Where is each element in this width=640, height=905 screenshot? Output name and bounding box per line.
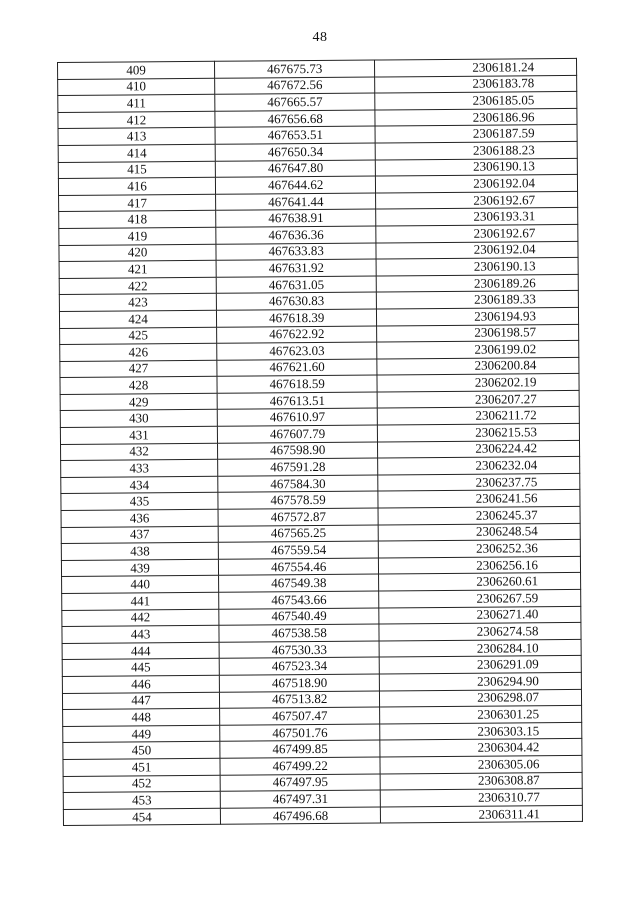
y-coordinate-cell: 2306241.56 [378, 490, 580, 508]
point-number-cell: 447 [62, 692, 219, 710]
point-number-cell: 413 [58, 128, 215, 146]
point-number-cell: 428 [60, 377, 217, 395]
point-number-cell: 441 [62, 592, 219, 610]
y-coordinate-cell: 2306194.93 [377, 307, 579, 325]
x-coordinate-cell: 467543.66 [219, 591, 379, 609]
point-number-cell: 416 [58, 177, 215, 195]
x-coordinate-cell: 467565.25 [218, 525, 378, 543]
y-coordinate-cell: 2306274.58 [379, 623, 581, 641]
point-number-cell: 417 [59, 194, 216, 212]
x-coordinate-cell: 467636.36 [216, 226, 376, 244]
x-coordinate-cell: 467641.44 [216, 193, 376, 211]
x-coordinate-cell: 467591.28 [218, 458, 378, 476]
y-coordinate-cell: 2306202.19 [377, 374, 579, 392]
x-coordinate-cell: 467554.46 [219, 558, 379, 576]
point-number-cell: 427 [60, 360, 217, 378]
point-number-cell: 423 [59, 294, 216, 312]
x-coordinate-cell: 467523.34 [219, 657, 379, 675]
point-number-cell: 419 [59, 227, 216, 245]
y-coordinate-cell: 2306237.75 [378, 473, 580, 491]
point-number-cell: 440 [62, 576, 219, 594]
point-number-cell: 451 [63, 758, 220, 776]
y-coordinate-cell: 2306190.13 [376, 158, 578, 176]
y-coordinate-cell: 2306267.59 [379, 589, 581, 607]
y-coordinate-cell: 2306256.16 [379, 556, 581, 574]
y-coordinate-cell: 2306308.87 [380, 772, 582, 790]
y-coordinate-cell: 2306215.53 [378, 423, 580, 441]
y-coordinate-cell: 2306181.24 [375, 58, 577, 76]
x-coordinate-cell: 467633.83 [216, 243, 376, 261]
table-row [63, 805, 582, 826]
point-number-cell: 421 [59, 260, 216, 278]
point-number-cell: 420 [59, 244, 216, 262]
coordinate-table-body [58, 58, 583, 825]
y-coordinate-cell: 2306185.05 [375, 92, 577, 110]
x-coordinate-cell: 467499.22 [220, 757, 380, 775]
y-coordinate-cell: 2306248.54 [378, 523, 580, 541]
y-coordinate-cell: 2306188.23 [375, 141, 577, 159]
coordinate-table [57, 58, 583, 826]
y-coordinate-cell: 2306294.90 [380, 672, 582, 690]
point-number-cell: 439 [61, 559, 218, 577]
x-coordinate-cell: 467621.60 [217, 359, 377, 377]
y-coordinate-cell: 2306291.09 [379, 656, 581, 674]
x-coordinate-cell: 467622.92 [217, 325, 377, 343]
x-coordinate-cell: 467538.58 [219, 624, 379, 642]
y-coordinate-cell: 2306192.67 [376, 224, 578, 242]
x-coordinate-cell: 467647.80 [215, 160, 375, 178]
point-number-cell: 431 [60, 426, 217, 444]
y-coordinate-cell: 2306190.13 [376, 258, 578, 276]
point-number-cell: 434 [61, 476, 218, 494]
x-coordinate-cell: 467656.68 [215, 110, 375, 128]
x-coordinate-cell: 467644.62 [216, 176, 376, 194]
point-number-cell: 448 [63, 708, 220, 726]
point-number-cell: 442 [62, 609, 219, 627]
y-coordinate-cell: 2306207.27 [377, 390, 579, 408]
y-coordinate-cell: 2306301.25 [380, 706, 582, 724]
x-coordinate-cell: 467665.57 [215, 93, 375, 111]
point-number-cell: 435 [61, 493, 218, 511]
point-number-cell: 426 [60, 343, 217, 361]
x-coordinate-cell: 467675.73 [215, 60, 375, 78]
x-coordinate-cell: 467653.51 [215, 126, 375, 144]
point-number-cell: 446 [62, 675, 219, 693]
x-coordinate-cell: 467672.56 [215, 77, 375, 95]
point-number-cell: 450 [63, 742, 220, 760]
y-coordinate-cell: 2306304.42 [380, 739, 582, 757]
point-number-cell: 410 [58, 78, 215, 96]
point-number-cell: 453 [63, 791, 220, 809]
y-coordinate-cell: 2306310.77 [380, 789, 582, 807]
x-coordinate-cell: 467497.31 [220, 790, 380, 808]
x-coordinate-cell: 467613.51 [217, 392, 377, 410]
y-coordinate-cell: 2306199.02 [377, 341, 579, 359]
point-number-cell: 430 [60, 410, 217, 428]
y-coordinate-cell: 2306183.78 [375, 75, 577, 93]
point-number-cell: 436 [61, 509, 218, 527]
y-coordinate-cell: 2306311.41 [381, 805, 583, 823]
x-coordinate-cell: 467650.34 [215, 143, 375, 161]
point-number-cell: 437 [61, 526, 218, 544]
y-coordinate-cell: 2306193.31 [376, 208, 578, 226]
y-coordinate-cell: 2306189.33 [377, 291, 579, 309]
point-number-cell: 432 [61, 443, 218, 461]
point-number-cell: 414 [58, 144, 215, 162]
x-coordinate-cell: 467618.39 [217, 309, 377, 327]
point-number-cell: 438 [61, 542, 218, 560]
y-coordinate-cell: 2306192.04 [376, 241, 578, 259]
y-coordinate-cell: 2306245.37 [378, 506, 580, 524]
y-coordinate-cell: 2306211.72 [377, 407, 579, 425]
point-number-cell: 415 [58, 161, 215, 179]
y-coordinate-cell: 2306189.26 [376, 274, 578, 292]
x-coordinate-cell: 467559.54 [218, 541, 378, 559]
x-coordinate-cell: 467518.90 [219, 674, 379, 692]
point-number-cell: 433 [61, 459, 218, 477]
y-coordinate-cell: 2306252.36 [379, 540, 581, 558]
x-coordinate-cell: 467507.47 [220, 707, 380, 725]
point-number-cell: 422 [59, 277, 216, 295]
point-number-cell: 429 [60, 393, 217, 411]
x-coordinate-cell: 467623.03 [217, 342, 377, 360]
x-coordinate-cell: 467499.85 [220, 740, 380, 758]
point-number-cell: 425 [60, 327, 217, 345]
point-number-cell: 409 [58, 61, 215, 79]
y-coordinate-cell: 2306200.84 [377, 357, 579, 375]
x-coordinate-cell: 467496.68 [221, 807, 381, 825]
point-number-cell: 445 [62, 659, 219, 677]
x-coordinate-cell: 467618.59 [217, 375, 377, 393]
x-coordinate-cell: 467607.79 [218, 425, 378, 443]
x-coordinate-cell: 467638.91 [216, 209, 376, 227]
x-coordinate-cell: 467540.49 [219, 608, 379, 626]
point-number-cell: 452 [63, 775, 220, 793]
x-coordinate-cell: 467513.82 [220, 691, 380, 709]
y-coordinate-cell: 2306303.15 [380, 722, 582, 740]
y-coordinate-cell: 2306284.10 [379, 639, 581, 657]
point-number-cell: 412 [58, 111, 215, 129]
page-number: 48 [312, 30, 328, 45]
y-coordinate-cell: 2306232.04 [378, 457, 580, 475]
point-number-cell: 424 [59, 310, 216, 328]
y-coordinate-cell: 2306305.06 [380, 755, 582, 773]
x-coordinate-cell: 467630.83 [216, 292, 376, 310]
point-number-cell: 454 [63, 808, 220, 826]
y-coordinate-cell: 2306198.57 [377, 324, 579, 342]
point-number-cell: 444 [62, 642, 219, 660]
y-coordinate-cell: 2306192.04 [376, 175, 578, 193]
x-coordinate-cell: 467598.90 [218, 442, 378, 460]
y-coordinate-cell: 2306298.07 [380, 689, 582, 707]
y-coordinate-cell: 2306260.61 [379, 573, 581, 591]
x-coordinate-cell: 467501.76 [220, 724, 380, 742]
x-coordinate-cell: 467578.59 [218, 491, 378, 509]
x-coordinate-cell: 467530.33 [219, 641, 379, 659]
point-number-cell: 443 [62, 625, 219, 643]
point-number-cell: 411 [58, 94, 215, 112]
y-coordinate-cell: 2306224.42 [378, 440, 580, 458]
point-number-cell: 449 [63, 725, 220, 743]
y-coordinate-cell: 2306271.40 [379, 606, 581, 624]
x-coordinate-cell: 467584.30 [218, 475, 378, 493]
x-coordinate-cell: 467497.95 [220, 774, 380, 792]
x-coordinate-cell: 467631.92 [216, 259, 376, 277]
x-coordinate-cell: 467610.97 [217, 408, 377, 426]
point-number-cell: 418 [59, 211, 216, 229]
y-coordinate-cell: 2306187.59 [375, 125, 577, 143]
y-coordinate-cell: 2306192.67 [376, 191, 578, 209]
x-coordinate-cell: 467631.05 [216, 276, 376, 294]
x-coordinate-cell: 467549.38 [219, 574, 379, 592]
x-coordinate-cell: 467572.87 [218, 508, 378, 526]
y-coordinate-cell: 2306186.96 [375, 108, 577, 126]
